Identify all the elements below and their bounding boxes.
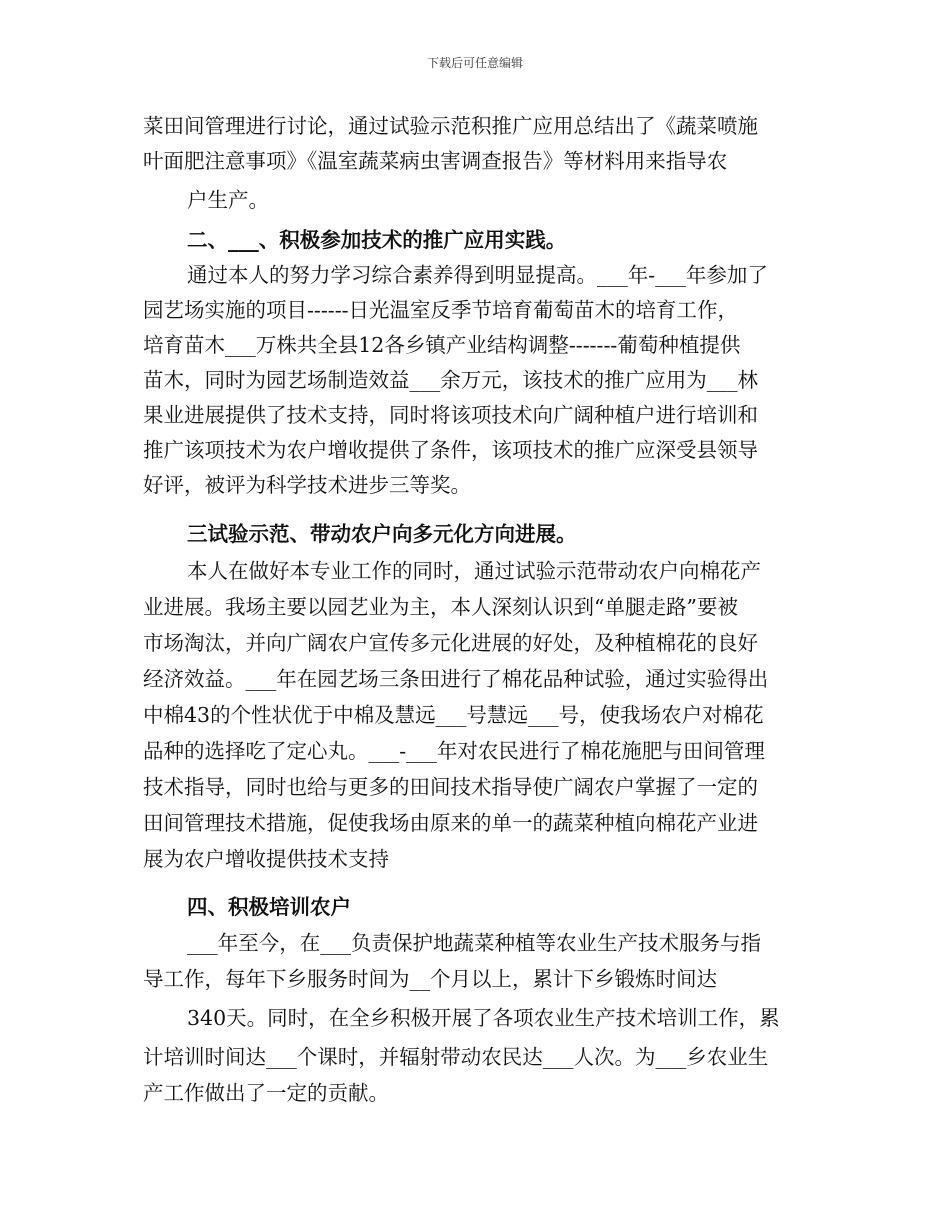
- text-line: 市场淘汰，并向广阔农户宣传多元化进展的好处，及种植棉花的良好: [143, 631, 758, 655]
- text-line: 展为农户增收提供技术支持: [143, 847, 389, 871]
- text-line: 菜田间管理进行讨论，通过试验示范积推广应用总结出了《蔬菜喷施: [143, 114, 758, 138]
- section-heading-2: 二、___、积极参加技术的推广应用实践。: [187, 228, 567, 252]
- text-line: 园艺场实施的项目------日光温室反季节培育葡萄苗木的培育工作，: [143, 298, 739, 322]
- text-line: 中棉43的个性状优于中棉及慧远___号慧远___号，使我场农户对棉花: [143, 703, 764, 727]
- text-line: 技术指导，同时也给与更多的田间技术指导使广阔农户掌握了一定的: [143, 775, 758, 799]
- text-line: 经济效益。___年在园艺场三条田进行了棉花品种试验，通过实验得出: [143, 667, 769, 691]
- section-heading-4: 四、积极培训农户: [187, 895, 351, 919]
- text-line: 户生产。: [187, 188, 269, 212]
- text-line: 苗木，同时为园艺场制造效益___余万元，该技术的推广应用为___林: [143, 368, 758, 392]
- page-header-note: 下载后可任意编辑: [426, 56, 523, 70]
- text-line: 业进展。我场主要以园艺业为主，本人深刻认识到“单腿走路”要被: [143, 595, 738, 619]
- text-line: 本人在做好本专业工作的同时，通过试验示范带动农户向棉花产: [187, 559, 761, 583]
- text-line: 培育苗木___万株共全县12各乡镇产业结构调整-------葡萄种植提供: [143, 333, 741, 357]
- section-heading-3: 三试验示范、带动农户向多元化方向进展。: [187, 522, 577, 546]
- text-line: 计培训时间达___个课时，并辐射带动农民达___人次。为___乡农业生: [143, 1045, 769, 1069]
- text-line: 推广该项技术为农户增收提供了条件，该项技术的推广应深受县领导: [143, 438, 758, 462]
- text-line: 品种的选择吃了定心丸。___-___年对农民进行了棉花施肥与田间管理: [143, 739, 765, 763]
- text-line: 340天。同时，在全乡积极开展了各项农业生产技术培训工作，累: [187, 1006, 780, 1030]
- text-line: 好评，被评为科学技术进步三等奖。: [143, 473, 471, 497]
- text-line: 通过本人的努力学习综合素养得到明显提高。___年-___年参加了: [187, 263, 768, 287]
- text-line: ___年至今，在___负责保护地蔬菜种植等农业生产技术服务与指: [187, 931, 761, 955]
- text-line: 导工作，每年下乡服务时间为__个月以上，累计下乡锻炼时间达: [143, 967, 717, 991]
- text-line: 果业进展提供了技术支持，同时将该项技术向广阔种植户进行培训和: [143, 403, 758, 427]
- text-line: 田间管理技术措施，促使我场由原来的单一的蔬菜种植向棉花产业进: [143, 811, 758, 835]
- text-line: 叶面肥注意事项》《温室蔬菜病虫害调查报告》等材料用来指导农: [143, 149, 728, 173]
- text-line: 产工作做出了一定的贡献。: [143, 1081, 389, 1105]
